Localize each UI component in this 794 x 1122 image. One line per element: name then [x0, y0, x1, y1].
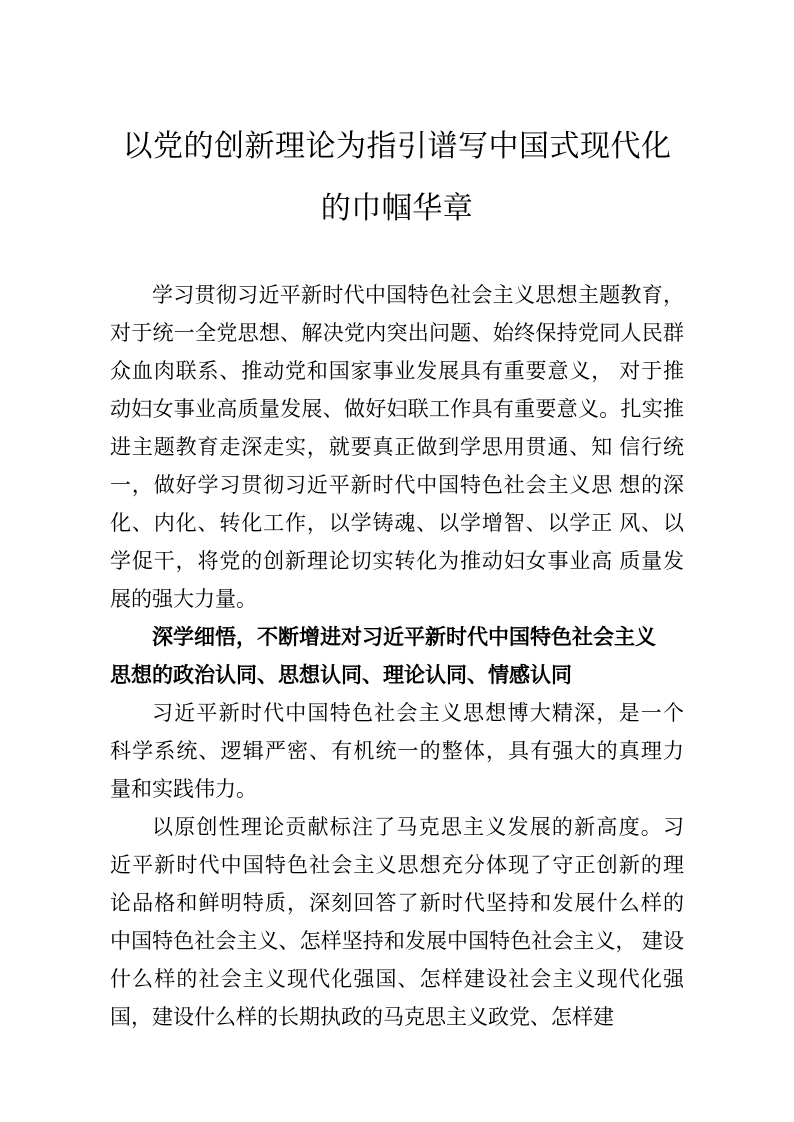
- text-line: 中国特色社会主义、怎样坚持和发展中国特色社会主义， 建设: [110, 929, 684, 953]
- document-body: [110, 276, 684, 1036]
- section-heading: [110, 618, 684, 694]
- text-line: 动妇女事业高质量发展、做好妇联工作具有重要意义。扎实推: [110, 397, 684, 421]
- paragraph: [110, 808, 684, 1036]
- text-line: 学习贯彻习近平新时代中国特色社会主义思想主题教育，: [152, 283, 684, 307]
- text-line: 一，做好学习贯彻习近平新时代中国特色社会主义思 想的深: [110, 473, 684, 497]
- text-line: 展的强大力量。: [110, 587, 257, 611]
- document-title: [110, 116, 684, 240]
- document-title-line-2: 的巾帼华章: [320, 192, 474, 225]
- text-line: 论品格和鲜明特质，深刻回答了新时代坚持和发展什么样的: [110, 891, 684, 915]
- paragraph: [110, 694, 684, 808]
- text-line: 化、内化、转化工作，以学铸魂、以学增智、以学正 风、以: [110, 511, 684, 535]
- text-line: 什么样的社会主义现代化强国、怎样建设社会主义现代化强: [110, 967, 684, 991]
- text-line: 科学系统、逻辑严密、有机统一的整体，具有强大的真理力: [110, 739, 684, 763]
- text-line: 学促干，将党的创新理论切实转化为推动妇女事业高 质量发: [110, 549, 684, 573]
- text-line: 量和实践伟力。: [110, 777, 257, 801]
- text-line: 习近平新时代中国特色社会主义思想博大精深，是一个: [152, 701, 684, 725]
- text-line: 近平新时代中国特色社会主义思想充分体现了守正创新的理: [110, 853, 684, 877]
- text-line: 对于统一全党思想、解决党内突出问题、始终保持党同人民群: [110, 321, 684, 345]
- text-line: 思想的政治认同、思想认同、理论认同、情感认同: [110, 663, 572, 687]
- paragraph: [110, 276, 684, 618]
- text-line: 进主题教育走深走实，就要真正做到学思用贯通、知 信行统: [110, 435, 684, 459]
- document-title-line-1: 以党的创新理论为指引谱写中国式现代化: [122, 130, 672, 163]
- text-line: 国，建设什么样的长期执政的马克思主义政党、怎样建: [110, 1005, 614, 1029]
- text-line: 以原创性理论贡献标注了马克思主义发展的新高度。习: [152, 815, 684, 839]
- text-line: 众血肉联系、推动党和国家事业发展具有重要意义， 对于推: [110, 359, 684, 383]
- text-line: 深学细悟，不断增进对习近平新时代中国特色社会主义: [152, 625, 656, 649]
